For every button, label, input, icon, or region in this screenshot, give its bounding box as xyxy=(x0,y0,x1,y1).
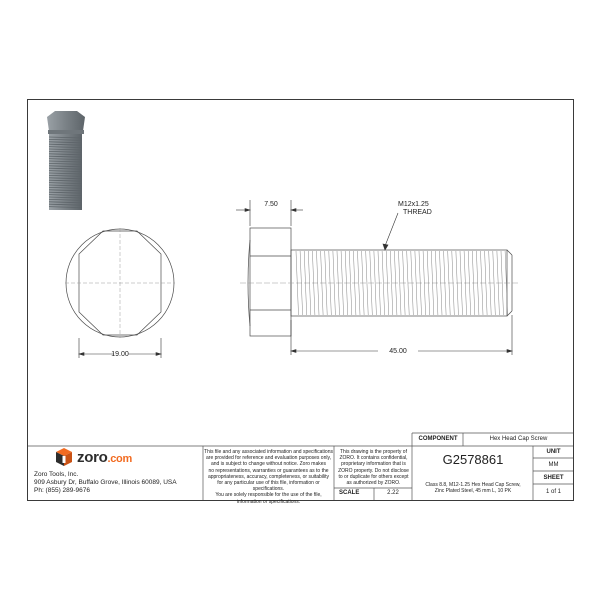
disclaimer-line: no representations, warranties or guarantees as to the xyxy=(208,467,329,474)
disclaimer-line: This file and any associated information and specifications xyxy=(204,449,333,455)
brand-suffix: .com xyxy=(107,453,132,465)
thread-callout-size: M12x1.25 xyxy=(398,201,429,208)
thread-callout-leader xyxy=(383,213,398,250)
unit-label: UNIT xyxy=(546,449,561,455)
component-value: Hex Head Cap Screw xyxy=(489,436,548,442)
sheet-label: SHEET xyxy=(543,475,564,481)
thread-line xyxy=(366,251,369,315)
property-line: as authorized by ZORO. xyxy=(346,480,401,487)
property-notice xyxy=(335,449,412,486)
thread-callout-label: THREAD xyxy=(403,209,432,216)
sheet-value: 1 of 1 xyxy=(545,489,561,495)
part-number: G2578861 xyxy=(442,452,504,467)
part-description xyxy=(413,482,533,494)
disclaimer-text xyxy=(204,449,333,505)
disclaimer-line: for any particular use of this file, information or specifications. xyxy=(217,480,320,493)
dimension-across-flats-label: 19.00 xyxy=(111,351,129,358)
unit-value: MM xyxy=(548,462,559,468)
company-line: 909 Asbury Dr, Buffalo Grove, Illinois 60089, USA xyxy=(34,479,177,486)
company-line: Ph: (855) 289-9676 xyxy=(34,487,91,494)
dimension-head-height-label: 7.50 xyxy=(264,201,278,208)
property-line: to or duplicate for others except xyxy=(338,473,409,480)
dimension-length-label: 45.00 xyxy=(389,348,407,355)
company-address xyxy=(34,471,204,495)
company-line: Zoro Tools, Inc. xyxy=(34,471,79,478)
disclaimer-line: You are solely responsible for the use of the file, xyxy=(215,492,322,499)
property-line: This drawing is the property of xyxy=(340,449,407,455)
disclaimer-line: information or specifications. xyxy=(236,498,301,505)
scale-value: 2.22 xyxy=(387,490,399,496)
property-line: ZORO. It contains confidential, xyxy=(339,455,408,462)
property-line: ZORO property. Do not disclose xyxy=(338,467,409,474)
description-line: Class 8.8, M12-1.25 Hex Head Cap Screw, xyxy=(425,482,521,488)
disclaimer-line: are provided for reference and evaluation purposes only, xyxy=(206,455,331,462)
bolt-side-view xyxy=(240,228,520,336)
property-line: proprietary information that is xyxy=(341,461,406,468)
brand-name: zoro xyxy=(77,449,108,466)
bolt-preview-image xyxy=(47,111,85,210)
component-label: COMPONENT xyxy=(418,436,458,442)
description-line: Zinc Plated Steel, 45 mm L, 10 PK xyxy=(434,488,512,495)
brand-logo xyxy=(77,449,132,466)
scale-label: SCALE xyxy=(339,490,360,496)
disclaimer-line: and is subject to change without notice. Zoro makes xyxy=(210,461,327,468)
disclaimer-line: appropriateness, accuracy, completeness, or suitability xyxy=(207,473,330,480)
hex-end-view xyxy=(65,228,175,338)
drawing-sheet xyxy=(27,99,574,505)
zoro-logo-icon xyxy=(56,448,72,466)
